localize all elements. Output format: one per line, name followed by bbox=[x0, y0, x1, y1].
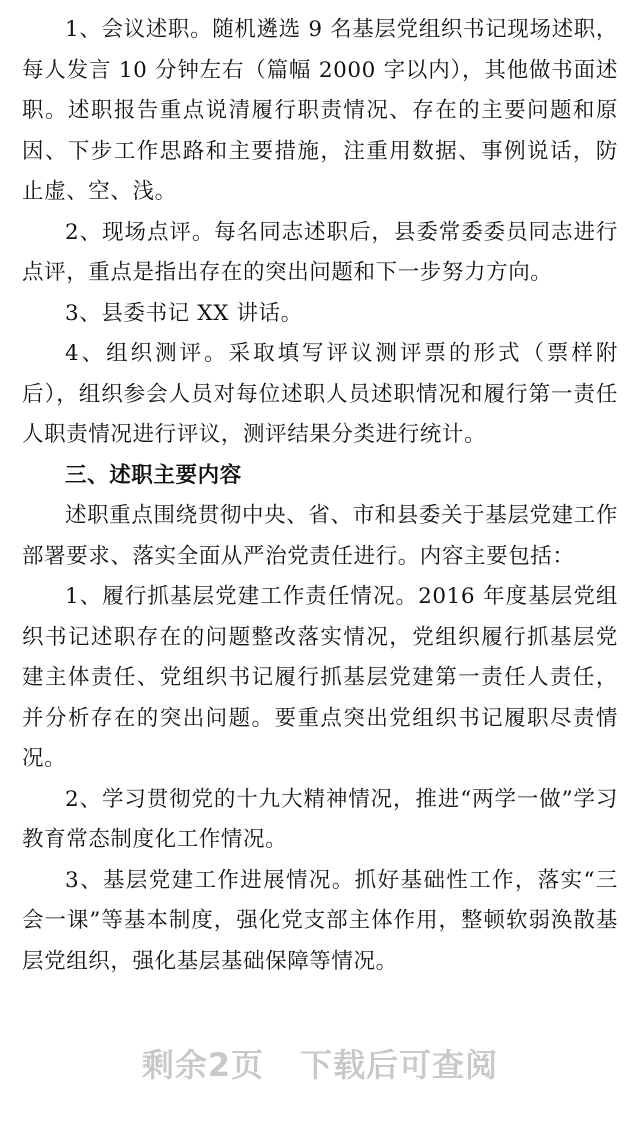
download-banner[interactable] bbox=[0, 1040, 640, 1090]
paragraph-secretary-speech: 3、县委书记 XX 讲话。 bbox=[65, 300, 303, 326]
paragraph-study: 2、学习贯彻党的十九大精神情况，推进“两学一做”学习教育常态制度化工作情况。 bbox=[22, 786, 618, 852]
paragraph-meeting-report: 1、会议述职。随机遴选 9 名基层党组织书记现场述职，每人发言 10 分钟左右（篇幅 2000 字以内），其他做书面述职。述职报告重点说清履行职责情况、存在的主要问题和原因、下步工作思路和主要措施，注重用数据、事例说话，防止虚、空、浅。 bbox=[22, 17, 618, 204]
download-hint-label: 下载后可查阅 bbox=[300, 1046, 499, 1084]
paragraph-responsibility: 1、履行抓基层党建工作责任情况。2016 年度基层党组织书记述职存在的问题整改落实情况，党组织履行抓基层党建主体责任、党组织书记履行抓基层党建第一责任人责任，并分析存在的突出问题。要重点突出党组织书记履职尽责情况。 bbox=[22, 584, 618, 771]
paragraph-onsite-review: 2、现场点评。每名同志述职后，县委常委委员同志进行点评，重点是指出存在的突出问题和下一步努力方向。 bbox=[22, 219, 618, 285]
section-heading: 三、述职主要内容 bbox=[65, 462, 242, 488]
paragraph-evaluation: 4、组织测评。采取填写评议测评票的形式（票样附后），组织参会人员对每位述职人员述职情况和履行第一责任人职责情况进行评议，测评结果分类进行统计。 bbox=[22, 341, 618, 447]
paragraph-section-intro: 述职重点围绕贯彻中央、省、市和县委关于基层党建工作部署要求、落实全面从严治党责任进行。内容主要包括： bbox=[22, 503, 618, 569]
remaining-pages-label: 剩余2页 bbox=[141, 1046, 265, 1084]
paragraph-progress: 3、基层党建工作进展情况。抓好基础性工作，落实“三会一课”等基本制度，强化党支部主体作用，整顿软弱涣散基层党组织，强化基层基础保障等情况。 bbox=[22, 867, 618, 974]
